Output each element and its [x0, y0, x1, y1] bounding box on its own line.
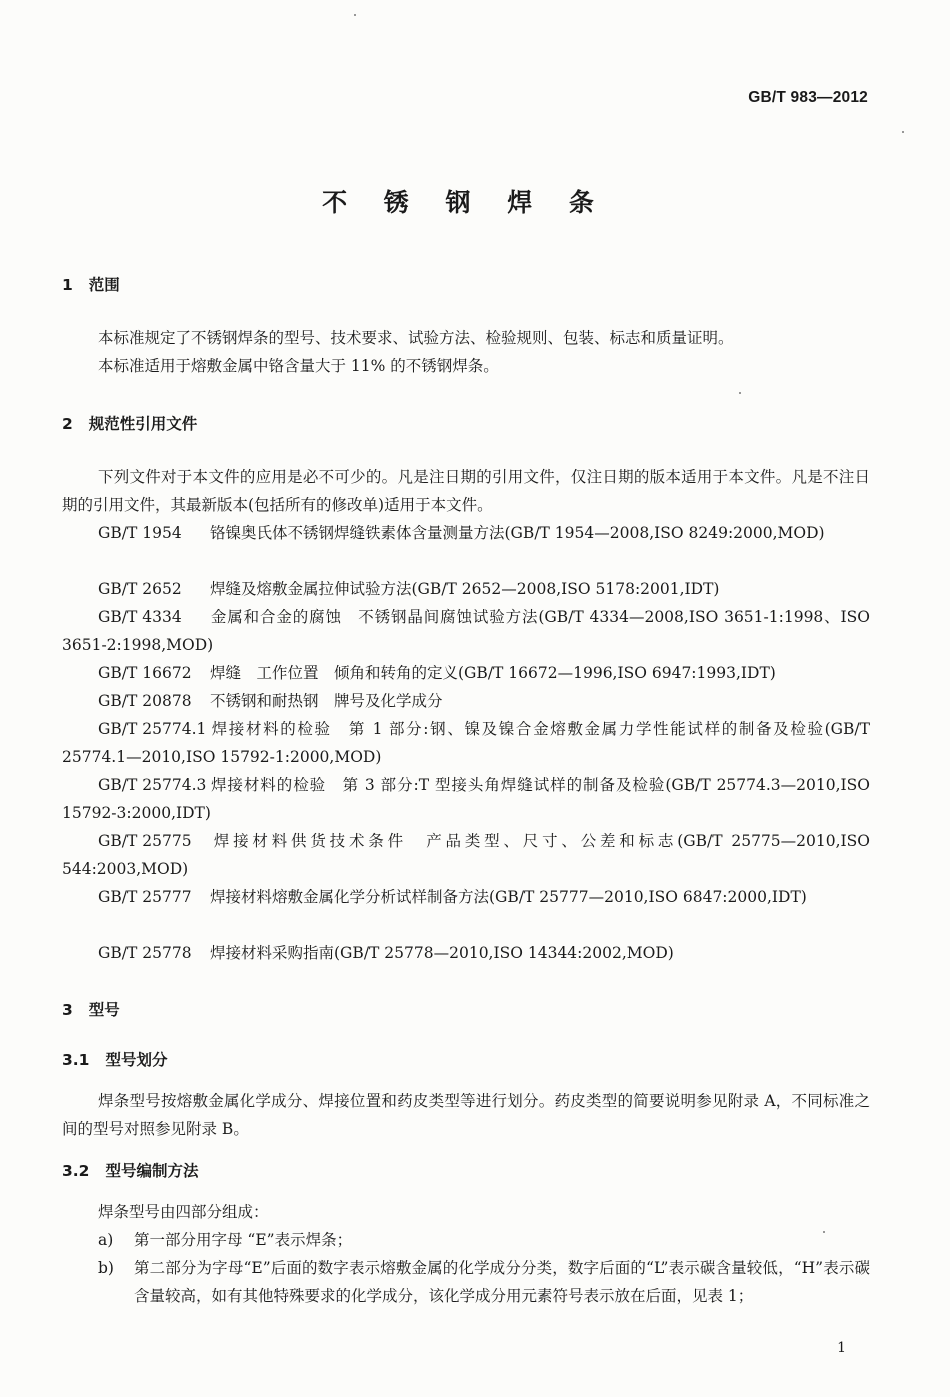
scan-speck — [902, 131, 904, 133]
section-title: 型号 — [88, 1001, 120, 1019]
reference-item — [62, 883, 870, 911]
section-1-para-2: 本标准适用于熔敷金属中铬含量大于 11% 的不锈钢焊条。 — [98, 357, 499, 375]
reference-item — [62, 659, 870, 687]
reference-text: 焊接材料采购指南(GB/T 25778—2010,ISO 14344:2002,MOD) — [210, 944, 674, 962]
list-text: 第一部分用字母 “E”表示焊条； — [134, 1231, 353, 1249]
section-title: 型号编制方法 — [105, 1162, 199, 1180]
section-number: 1 — [62, 276, 73, 294]
section-3-1-para: 焊条型号按熔敷金属化学成分、焊接位置和药皮类型等进行划分。药皮类型的简要说明参见附录 A，不同标准之间的型号对照参见附录 B。 — [62, 1092, 870, 1138]
reference-code: GB/T 25774.3 — [98, 776, 207, 794]
reference-item — [62, 771, 870, 827]
section-1-para-1: 本标准规定了不锈钢焊条的型号、技术要求、试验方法、检验规则、包装、标志和质量证明。 — [98, 329, 734, 347]
section-title: 范围 — [88, 276, 120, 294]
section-title: 型号划分 — [105, 1051, 168, 1069]
reference-text: 焊接材料供货技术条件 产品类型、尺寸、公差和标志(GB/T 25775—2010,ISO 544:2003,MOD) — [62, 832, 870, 878]
section-3-2-intro: 焊条型号由四部分组成： — [98, 1203, 269, 1221]
reference-code: GB/T 25775 — [98, 832, 192, 850]
reference-text: 焊缝及熔敷金属拉伸试验方法(GB/T 2652—2008,ISO 5178:2001,IDT) — [210, 580, 720, 598]
scan-speck — [354, 14, 356, 16]
list-marker: a) — [98, 1231, 114, 1249]
reference-item — [62, 687, 870, 715]
section-number: 3 — [62, 1001, 73, 1019]
reference-text: 焊接材料的检验 第 1 部分:钢、镍及镍合金熔敷金属力学性能试样的制备及检验(GB/T 25774.1—2010,ISO 15792-1:2000,MOD) — [62, 720, 870, 766]
document-title: 不 锈 钢 焊 条 — [322, 188, 608, 217]
section-number: 3.2 — [62, 1162, 90, 1180]
list-marker: b) — [98, 1259, 114, 1277]
reference-code: GB/T 25774.1 — [98, 720, 207, 738]
scan-speck — [823, 1231, 825, 1233]
reference-code: GB/T 25778 — [98, 944, 192, 962]
reference-item — [62, 519, 870, 547]
reference-code: GB/T 20878 — [98, 692, 192, 710]
reference-text: 金属和合金的腐蚀 不锈钢晶间腐蚀试验方法(GB/T 4334—2008,ISO 3651-1:1998、ISO 3651-2:1998,MOD) — [62, 608, 870, 654]
reference-item — [62, 827, 870, 883]
reference-code: GB/T 2652 — [98, 580, 182, 598]
reference-text: 焊接材料熔敷金属化学分析试样制备方法(GB/T 25777—2010,ISO 6847:2000,IDT) — [210, 888, 807, 906]
section-1-heading — [62, 273, 120, 295]
section-2-heading — [62, 412, 197, 434]
reference-item — [62, 939, 870, 967]
page-number: 1 — [837, 1340, 846, 1356]
reference-text: 不锈钢和耐热钢 牌号及化学成分 — [210, 692, 443, 710]
scan-speck — [739, 392, 741, 394]
reference-item — [62, 715, 870, 771]
reference-code: GB/T 1954 — [98, 524, 182, 542]
reference-text: 铬镍奥氏体不锈钢焊缝铁素体含量测量方法(GB/T 1954—2008,ISO 8249:2000,MOD) — [210, 524, 825, 542]
reference-item — [62, 603, 870, 659]
reference-code: GB/T 16672 — [98, 664, 192, 682]
document-code: GB/T 983—2012 — [748, 89, 868, 106]
section-3-1-heading — [62, 1048, 167, 1070]
section-2-intro: 下列文件对于本文件的应用是必不可少的。凡是注日期的引用文件，仅注日期的版本适用于本文件。凡是不注日期的引用文件，其最新版本(包括所有的修改单)适用于本文件。 — [62, 468, 870, 514]
list-text: 第二部分为字母“E”后面的数字表示熔敷金属的化学成分分类，数字后面的“L”表示碳含量较低，“H”表示碳含量较高，如有其他特殊要求的化学成分，该化学成分用元素符号表示放在后面，见表 1； — [134, 1259, 870, 1305]
section-number: 3.1 — [62, 1051, 90, 1069]
section-3-2-heading — [62, 1159, 198, 1181]
reference-code: GB/T 4334 — [98, 608, 182, 626]
section-number: 2 — [62, 415, 73, 433]
section-3-heading — [62, 998, 120, 1020]
reference-text: 焊接材料的检验 第 3 部分:T 型接头角焊缝试样的制备及检验(GB/T 25774.3—2010,ISO 15792-3:2000,IDT) — [62, 776, 870, 822]
list-item — [98, 1226, 870, 1254]
list-item — [98, 1254, 870, 1310]
reference-text: 焊缝 工作位置 倾角和转角的定义(GB/T 16672—1996,ISO 6947:1993,IDT) — [210, 664, 776, 682]
reference-item — [62, 575, 870, 603]
section-title: 规范性引用文件 — [88, 415, 198, 433]
reference-code: GB/T 25777 — [98, 888, 192, 906]
